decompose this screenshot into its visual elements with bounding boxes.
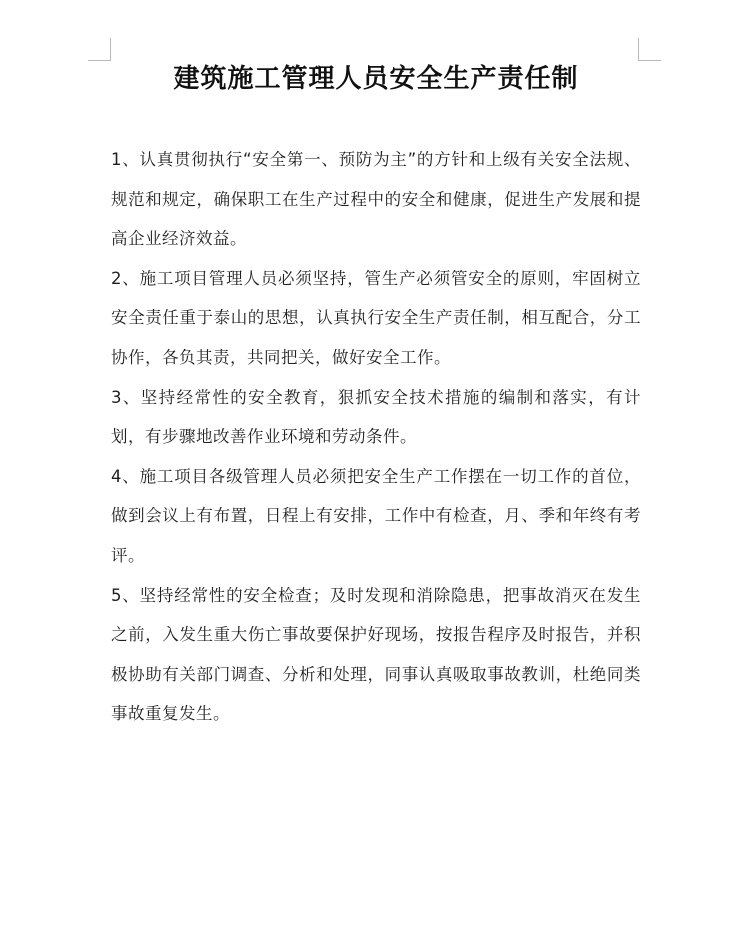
document-body [111,140,641,734]
paragraph-5: 5、坚持经常性的安全检查；及时发现和消除隐患，把事故消灭在发生之前，入发生重大伤亡事故要保护好现场，按报告程序及时报告，并积极协助有关部门调查、分析和处理，同事认真吸取事故教训，杜绝同类事故重复发生。 [111,585,641,724]
paragraph-4: 4、施工项目各级管理人员必须把安全生产工作摆在一切工作的首位，做到会议上有布置，日程上有安排，工作中有检查，月、季和年终有考评。 [111,466,641,565]
paragraph-1: 1、认真贯彻执行“安全第一、预防为主”的方针和上级有关安全法规、规范和规定，确保职工在生产过程中的安全和健康，促进生产发展和提高企业经济效益。 [111,150,641,249]
document-title: 建筑施工管理人员安全生产责任制 [173,64,579,94]
paragraph-2: 2、施工项目管理人员必须坚持，管生产必须管安全的原则，牢固树立安全责任重于泰山的思想，认真执行安全生产责任制，相互配合，分工协作，各负其责，共同把关，做好安全工作。 [111,268,641,367]
paragraph-3: 3、坚持经常性的安全教育，狠抓安全技术措施的编制和落实，有计划，有步骤地改善作业环境和劳动条件。 [111,387,641,447]
